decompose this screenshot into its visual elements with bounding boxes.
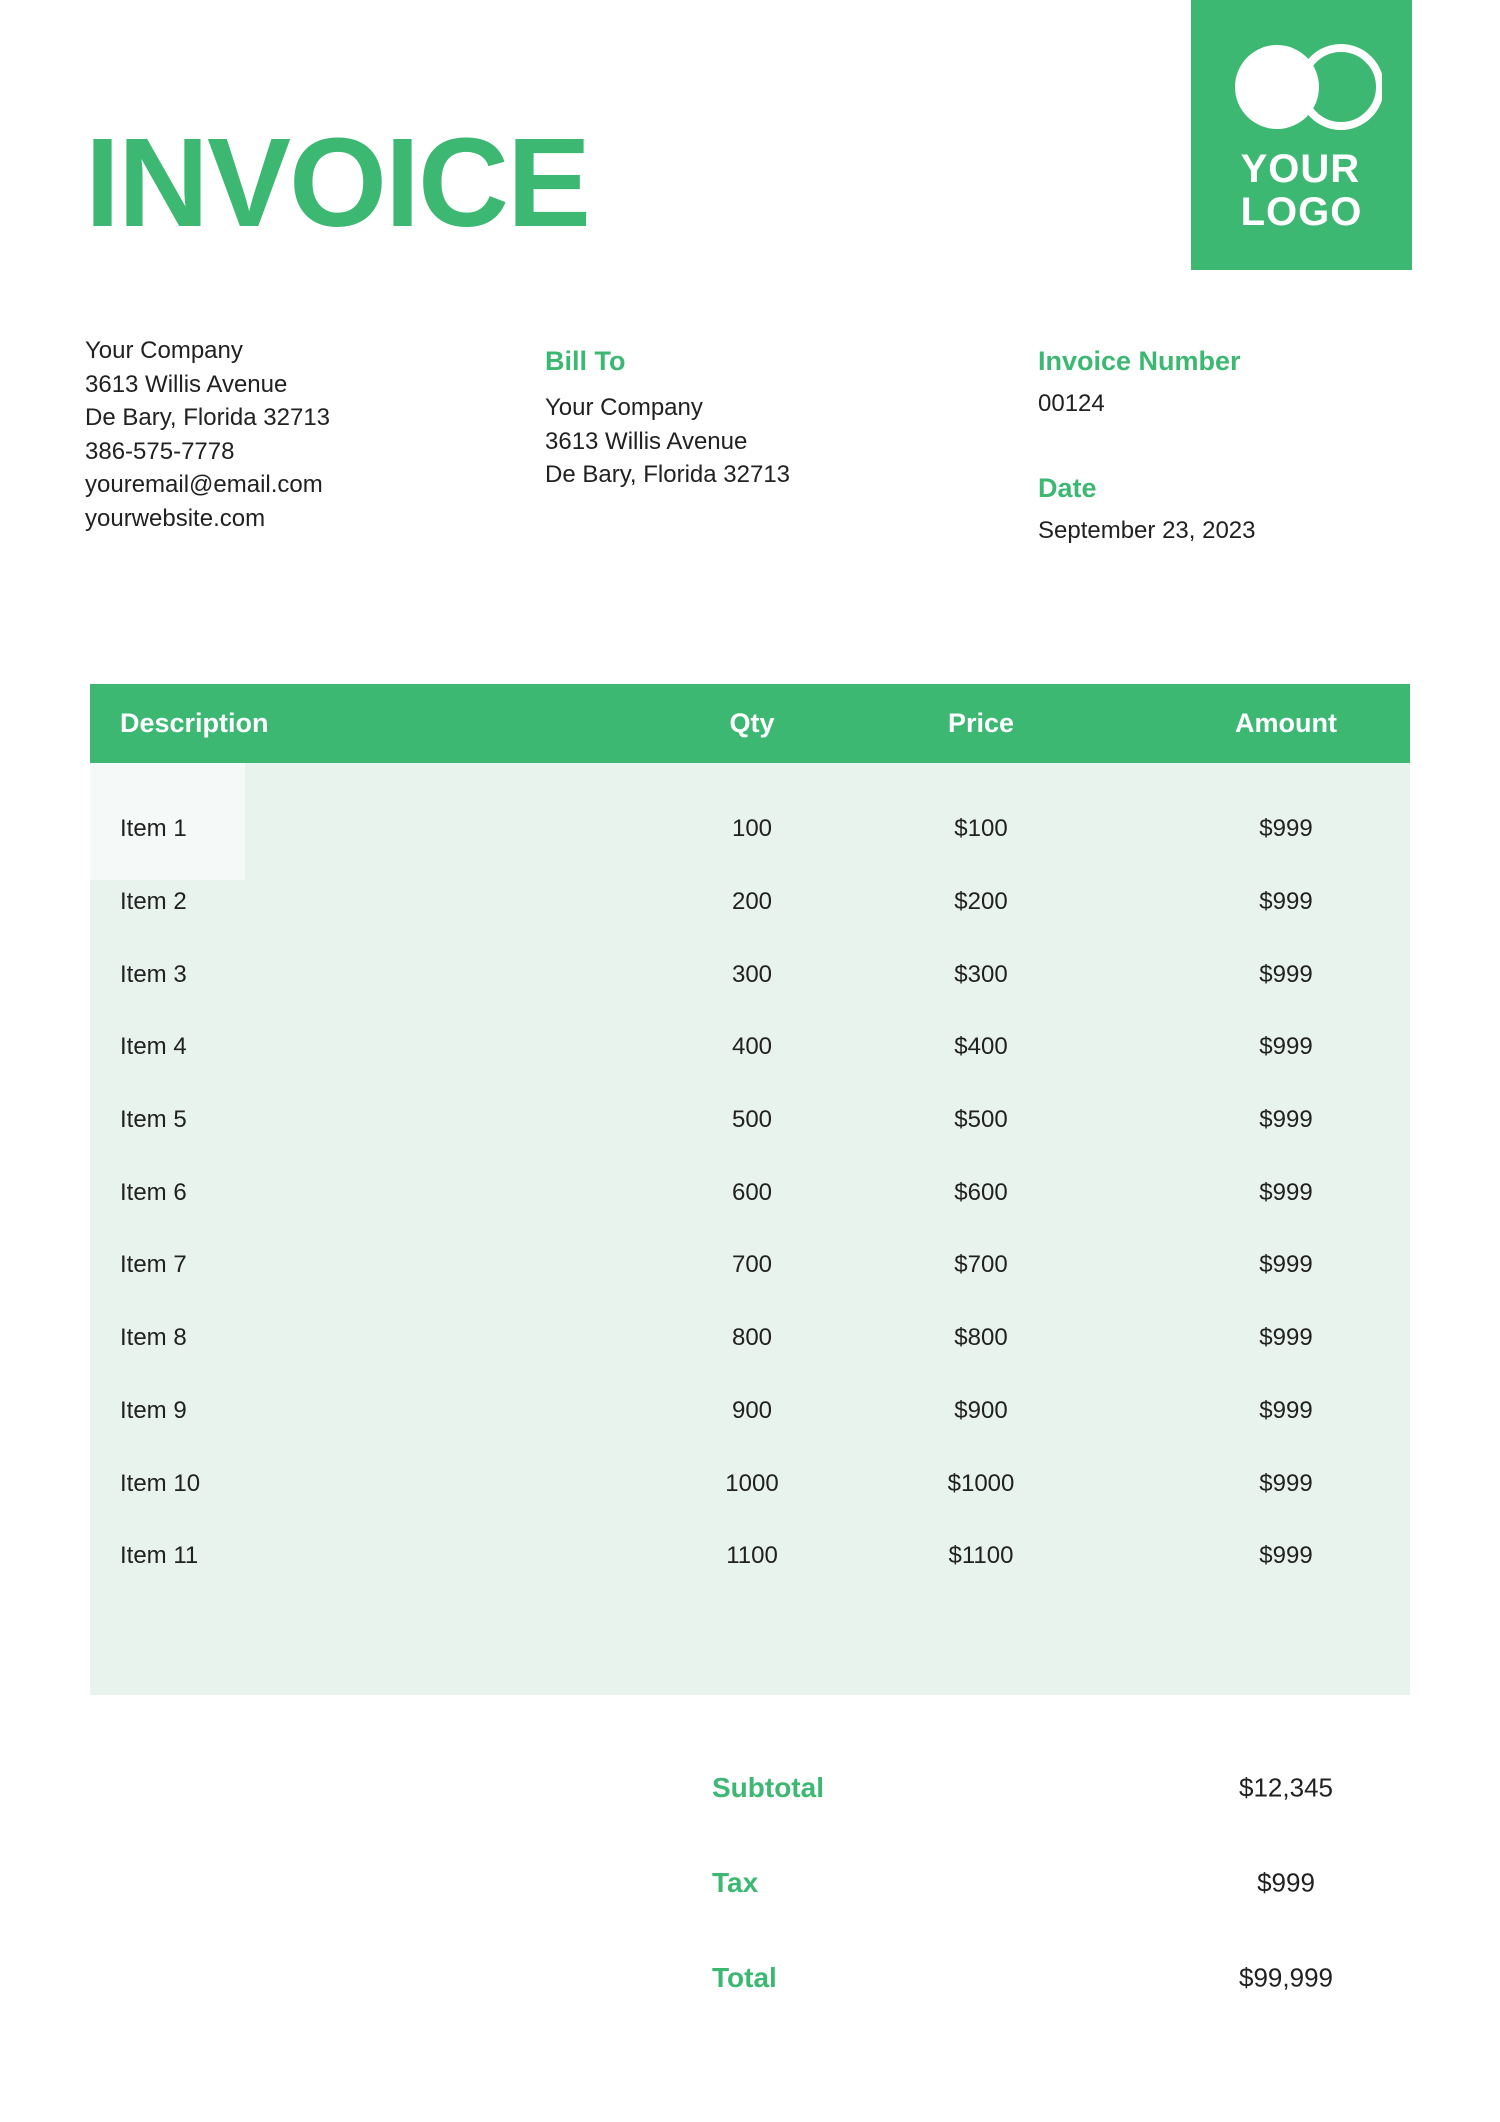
bill-to-section (545, 345, 790, 492)
item-description: Item 5 (120, 1106, 187, 1134)
item-price: $200 (954, 888, 1008, 916)
date-value: September 23, 2023 (1038, 517, 1256, 544)
table-row (90, 1011, 1410, 1084)
bill-to-address-line: Your Company (545, 394, 703, 421)
item-qty: 800 (731, 1324, 773, 1352)
total-row (0, 1740, 1500, 1835)
item-price: $700 (954, 1251, 1008, 1279)
column-header-description: Description (120, 708, 269, 738)
item-amount: $999 (1259, 1106, 1313, 1134)
item-amount: $999 (1259, 815, 1313, 843)
item-description: Item 7 (120, 1251, 187, 1279)
table-row (90, 1302, 1410, 1375)
total-value: $999 (1257, 1867, 1315, 1897)
item-qty: 1100 (726, 1542, 778, 1570)
item-price: $300 (954, 960, 1008, 988)
item-qty: 700 (731, 1251, 773, 1279)
logo-text-line2: LOGO (1240, 190, 1363, 234)
item-qty: 400 (731, 1033, 773, 1061)
item-price: $900 (954, 1396, 1008, 1424)
item-qty: 100 (731, 815, 773, 843)
item-amount: $999 (1259, 960, 1313, 988)
table-row (90, 1084, 1410, 1157)
item-qty: 200 (731, 888, 773, 916)
company-address-line: De Bary, Florida 32713 (85, 404, 331, 431)
item-description: Item 8 (120, 1324, 187, 1352)
logo-text-line1: YOUR (1240, 147, 1361, 191)
item-amount: $999 (1259, 1324, 1313, 1352)
item-amount: $999 (1259, 1251, 1313, 1279)
column-header-qty: Qty (729, 708, 775, 738)
bill-to-address (545, 391, 790, 492)
overlapping-circles-icon (1222, 32, 1382, 142)
item-amount: $999 (1259, 888, 1313, 916)
company-address-line: Your Company (85, 337, 243, 364)
column-header-price: Price (947, 708, 1015, 738)
item-qty: 1000 (725, 1469, 779, 1497)
bill-to-address-line: 3613 Willis Avenue (545, 427, 748, 455)
company-address-line: 3613 Willis Avenue (85, 370, 288, 398)
items-rows (90, 793, 1410, 1593)
table-row (90, 938, 1410, 1011)
table-row (90, 793, 1410, 866)
table-row (90, 866, 1410, 939)
logo (1191, 0, 1412, 270)
item-description: Item 2 (120, 888, 187, 916)
total-value: $12,345 (1239, 1772, 1333, 1802)
invoice-number-value: 00124 (1038, 390, 1105, 417)
item-amount: $999 (1259, 1469, 1313, 1497)
item-qty: 900 (731, 1396, 773, 1424)
item-amount: $999 (1259, 1178, 1313, 1206)
item-qty: 300 (731, 960, 773, 988)
item-description: Item 9 (120, 1396, 187, 1424)
item-price: $500 (954, 1106, 1008, 1134)
company-address-line: 386-575-7778 (85, 437, 235, 465)
company-info (85, 334, 330, 535)
invoice-title: INVOICE (85, 112, 590, 253)
column-header-amount: Amount (1235, 708, 1337, 738)
item-amount: $999 (1259, 1542, 1313, 1570)
table-row (90, 1375, 1410, 1448)
table-row (90, 1520, 1410, 1593)
item-price: $400 (954, 1033, 1008, 1061)
total-label: Subtotal (712, 1771, 824, 1803)
item-qty: 500 (731, 1106, 773, 1134)
item-description: Item 11 (120, 1542, 199, 1570)
items-table-body (90, 763, 1410, 1695)
total-row (0, 1835, 1500, 1930)
item-price: $1000 (947, 1469, 1015, 1497)
item-description: Item 3 (120, 960, 187, 988)
total-label: Tax (712, 1866, 759, 1898)
item-amount: $999 (1259, 1033, 1313, 1061)
invoice-number-label: Invoice Number (1038, 346, 1241, 376)
item-qty: 600 (731, 1178, 773, 1206)
invoice-meta-section (1038, 345, 1256, 546)
item-description: Item 4 (120, 1033, 187, 1061)
company-address-line: youremail@email.com (85, 471, 323, 498)
total-value: $99,999 (1239, 1962, 1333, 1992)
totals-section (0, 1740, 1500, 2025)
table-row (90, 1156, 1410, 1229)
item-description: Item 6 (120, 1178, 187, 1206)
date-label: Date (1038, 473, 1097, 503)
bill-to-address-line: De Bary, Florida 32713 (545, 461, 791, 488)
total-label: Total (712, 1961, 777, 1993)
item-description: Item 1 (120, 815, 187, 843)
table-row (90, 1229, 1410, 1302)
company-address-line: yourwebsite.com (85, 504, 266, 532)
item-price: $1100 (948, 1542, 1014, 1570)
items-table-header (90, 684, 1410, 763)
total-row (0, 1930, 1500, 2025)
item-price: $100 (954, 815, 1008, 843)
logo-text (1241, 148, 1363, 234)
item-price: $600 (954, 1178, 1008, 1206)
item-amount: $999 (1259, 1396, 1313, 1424)
bill-to-heading: Bill To (545, 346, 626, 376)
item-price: $800 (954, 1324, 1008, 1352)
item-description: Item 10 (120, 1469, 201, 1497)
table-row (90, 1447, 1410, 1520)
